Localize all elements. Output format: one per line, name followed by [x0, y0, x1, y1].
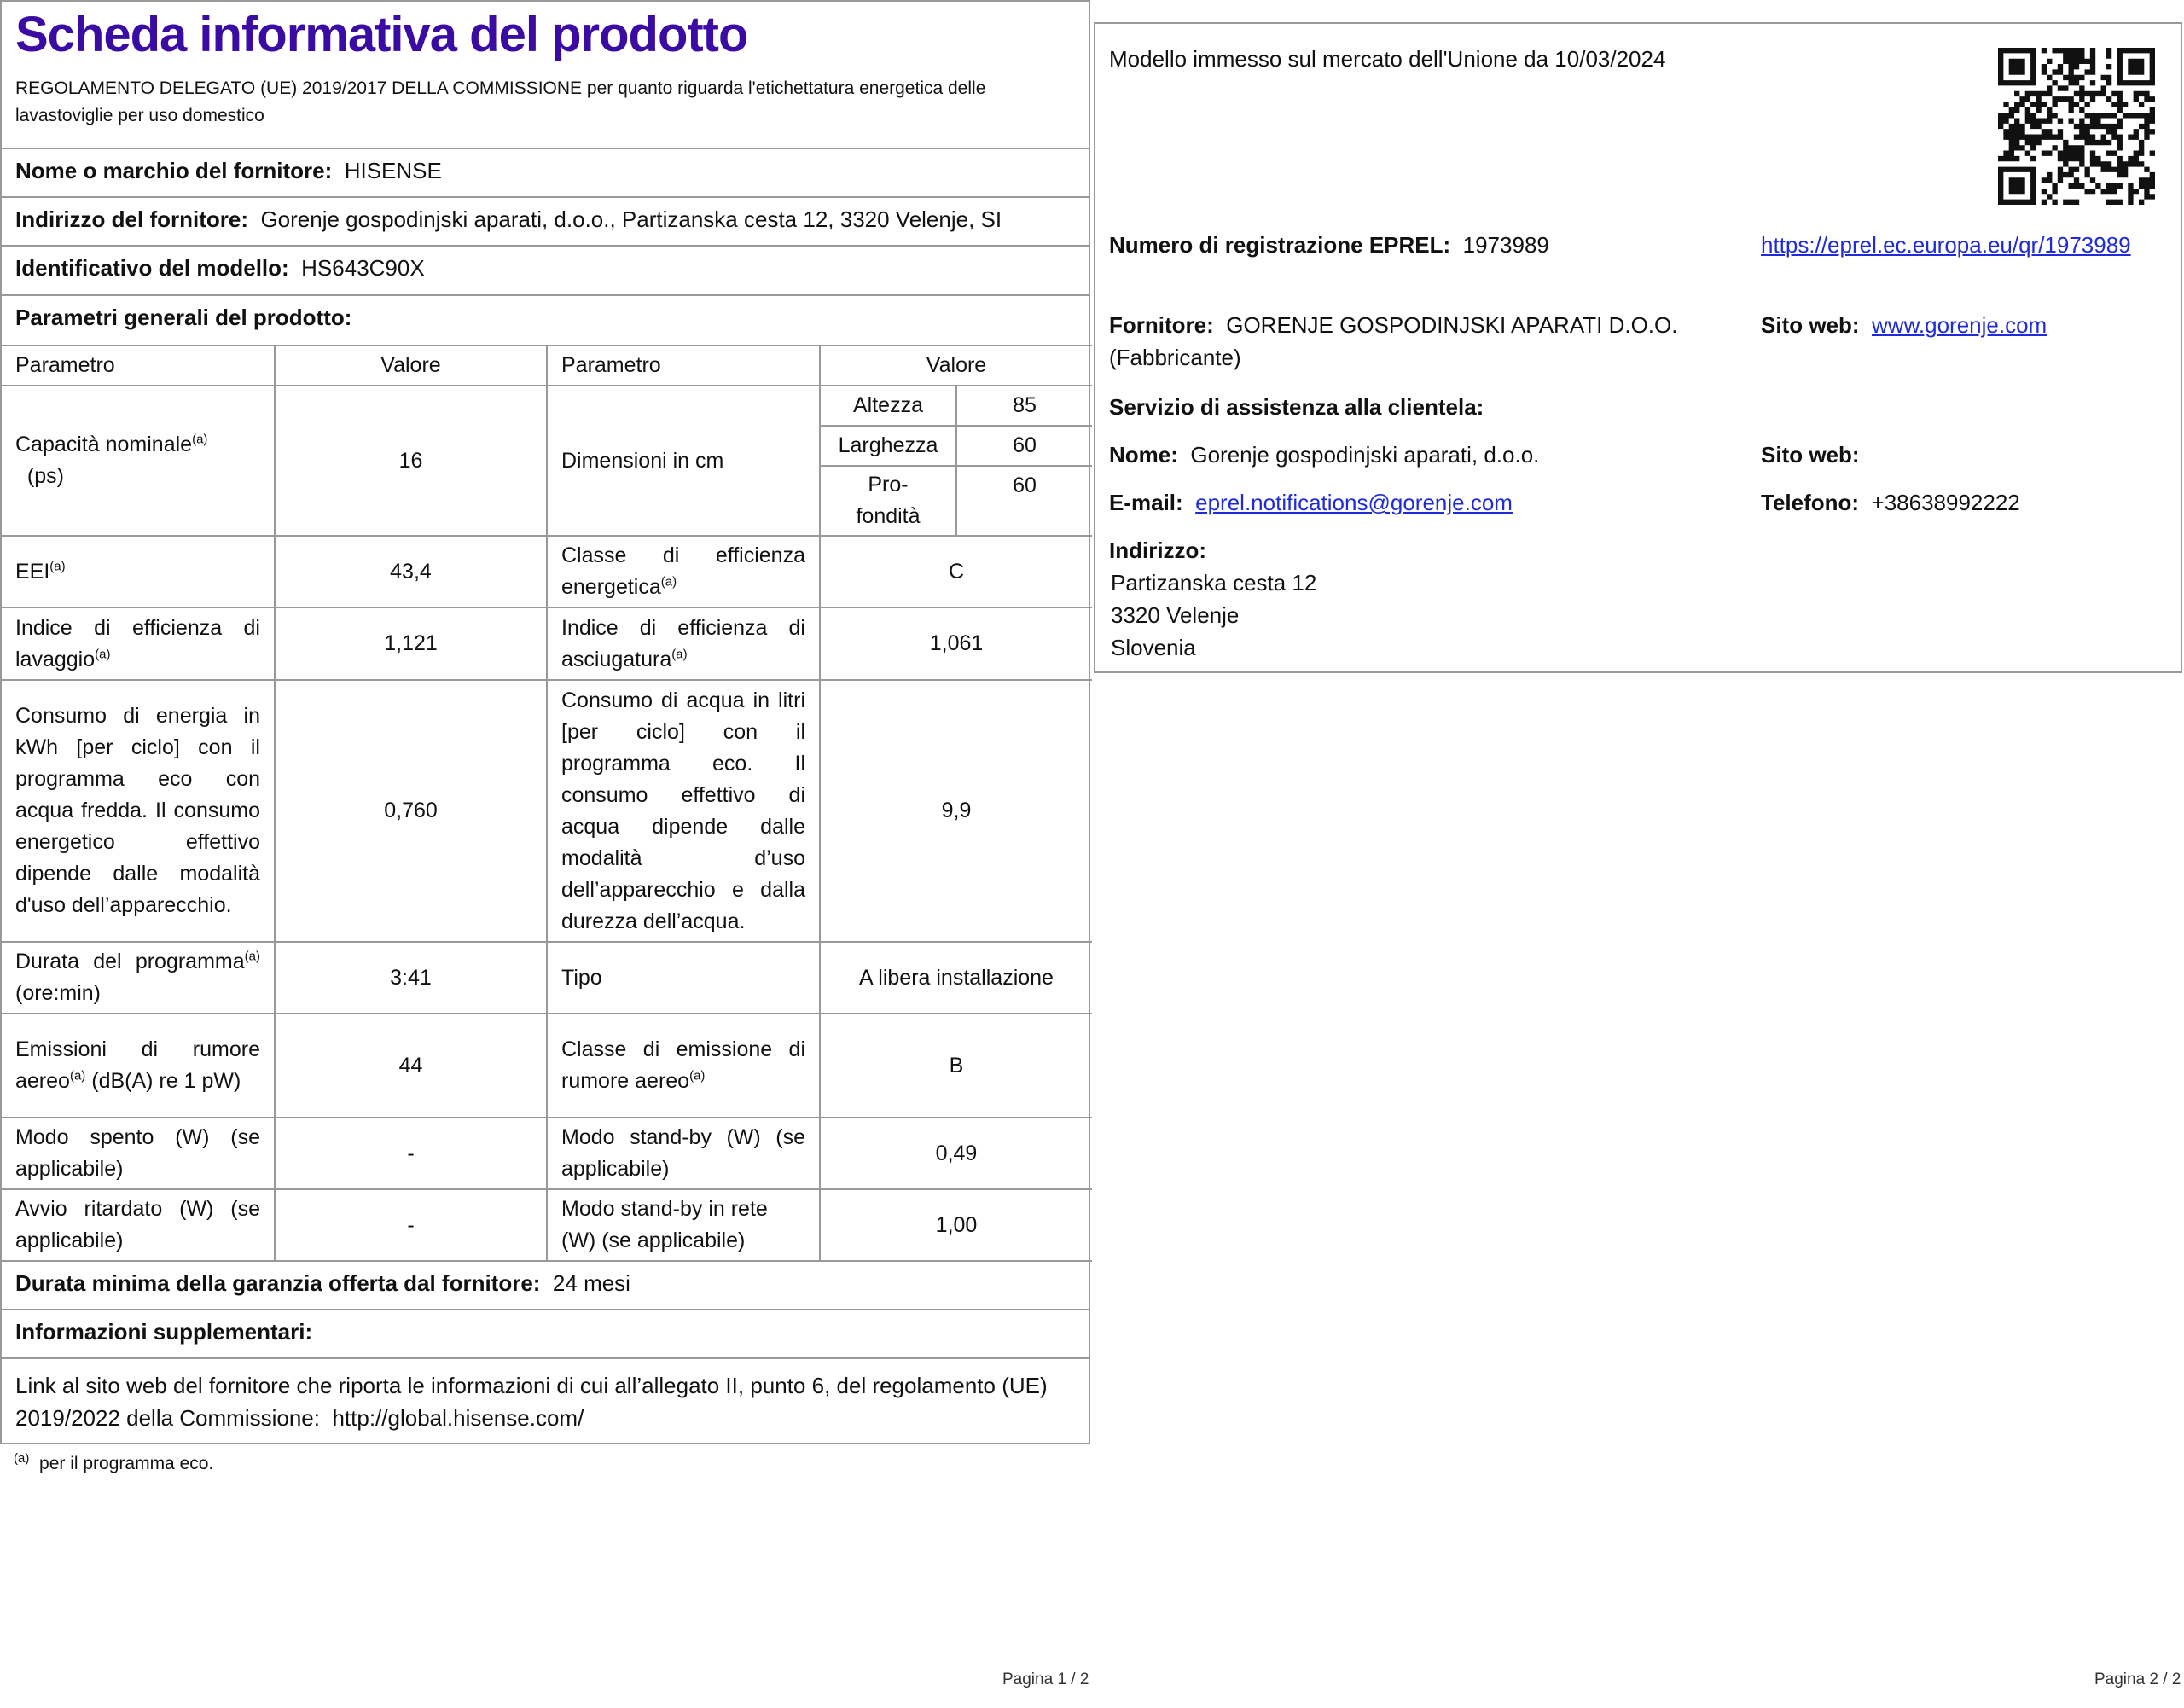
supplier-link-row [2, 1359, 1089, 1444]
qr-code-modules [1998, 48, 2155, 205]
qr-code-icon[interactable] [1998, 48, 2155, 205]
off-mode-value: - [275, 1118, 547, 1189]
standby-value: 0,49 [820, 1118, 1092, 1189]
delay-start-value: - [275, 1189, 547, 1261]
delay-start-label: Avvio ritardato (W) (se applicabile) [2, 1189, 275, 1261]
table-row [2, 386, 1092, 426]
page-number-1: Pagina 1 / 2 [1002, 1670, 1089, 1688]
email-link[interactable]: eprel.notifications@gorenje.com [1195, 490, 1513, 515]
noise-value: 44 [275, 1014, 547, 1118]
duration-label: Durata del programma$^{(a)}$ (ore:min) [2, 942, 275, 1014]
label: Identificativo del modello: [15, 255, 289, 281]
energy-consumption-value: 0,760 [275, 680, 547, 942]
header-value: Valore [820, 346, 1092, 386]
service-website-label: Sito web: [1761, 442, 1860, 468]
supplier-url[interactable]: http://global.hisense.com/ [332, 1405, 584, 1431]
value: HS643C90X [301, 255, 425, 281]
eei-value: 43,4 [275, 536, 547, 607]
page-title: Scheda informativa del prodotto [15, 7, 748, 62]
supplier-name-row [2, 149, 1089, 198]
service-name-row: Nome: Gorenje gospodinjski aparati, d.o.o. [1109, 442, 1540, 468]
regulation-subtitle: REGOLAMENTO DELEGATO (UE) 2019/2017 DELLA COMMISSIONE per quanto riguarda l'etichettatura energetica delle lavastoviglie per uso domestico [15, 78, 986, 125]
customer-service-title: Servizio di assistenza alla clientela: [1109, 394, 1484, 420]
address-line: Partizanska cesta 12 [1111, 570, 1317, 595]
table-row [2, 1189, 1092, 1261]
dimensions-label: Dimensioni in cm [547, 386, 820, 536]
dry-index-value: 1,061 [820, 607, 1092, 680]
header-value: Valore [275, 346, 547, 386]
link-text: Link al sito web del fornitore che riporta le informazioni di cui all’allegato II, punto 6, del regolamento (UE) 2019/2022 della Commissione: [15, 1373, 1048, 1431]
table-row [2, 607, 1092, 680]
market-date: Modello immesso sul mercato dell'Unione da 10/03/2024 [1109, 46, 1666, 72]
address-line: 3320 Velenje [1111, 602, 1240, 628]
address-line: Slovenia [1111, 635, 1196, 660]
eprel-link[interactable]: https://eprel.ec.europa.eu/qr/1973989 [1761, 232, 2131, 258]
eei-label: EEI$^{(a)}$ [2, 536, 275, 607]
email-row: E-mail: eprel.notifications@gorenje.com [1109, 490, 1513, 515]
capacity-label: Capacità nominale$^{(a)}$ (ps) [2, 386, 275, 536]
height-label: Altezza [820, 386, 956, 426]
label: Durata minima della garanzia offerta dal fornitore: [15, 1270, 541, 1296]
depth-value: 60 [956, 466, 1092, 536]
network-standby-value: 1,00 [820, 1189, 1092, 1261]
eprel-row: Numero di registrazione EPREL: 1973989 [1109, 232, 1549, 258]
header-param: Parametro [547, 346, 820, 386]
header-param: Parametro [2, 346, 275, 386]
water-consumption-value: 9,9 [820, 680, 1092, 942]
standby-label: Modo stand-by (W) (se applicabile) [547, 1118, 820, 1189]
extra-info-title: Informazioni supplementari: [2, 1310, 1089, 1359]
off-mode-label: Modo spento (W) (se applicabile) [2, 1118, 275, 1189]
depth-label: Pro-fondità [820, 466, 956, 536]
duration-value: 3:41 [275, 942, 547, 1014]
address-label: Indirizzo: [1109, 537, 1207, 563]
noise-class-label: Classe di emissione di rumore aereo$^{(a)}$ [547, 1014, 820, 1118]
width-label: Larghezza [820, 426, 956, 466]
eprel-panel [1094, 22, 2182, 673]
type-value: A libera installazione [820, 942, 1092, 1014]
params-title: Parametri generali del prodotto: [15, 305, 352, 330]
website-link[interactable]: www.gorenje.com [1872, 312, 2048, 338]
type-label: Tipo [547, 942, 820, 1014]
website-row: Sito web: www.gorenje.com [1761, 312, 2048, 338]
page-number-2: Pagina 2 / 2 [2094, 1670, 2181, 1688]
title-block [2, 2, 1089, 149]
table-row [2, 1118, 1092, 1189]
dry-index-label: Indice di efficienza di asciugatura$^{(a)}$ [547, 607, 820, 680]
table-row [2, 680, 1092, 942]
noise-label: Emissioni di rumore aereo$^{(a)}$ (dB(A) re 1 pW) [2, 1014, 275, 1118]
model-row [2, 247, 1089, 296]
energy-consumption-label: Consumo di energia in kWh [per ciclo] con il programma eco con acqua fredda. Il consumo energetico effettivo dipende dalle modalità d'uso dell’apparecchio. [2, 680, 275, 942]
wash-index-label: Indice di efficienza di lavaggio$^{(a)}$ [2, 607, 275, 680]
supplier-row: Fornitore: GORENJE GOSPODINJSKI APARATI D.O.O. (Fabbricante) [1109, 312, 1678, 370]
page-1 [0, 0, 1090, 1477]
network-standby-label: Modo stand-by in rete (W) (se applicabile) [547, 1189, 820, 1261]
water-consumption-label: Consumo di acqua in litri [per ciclo] con il programma eco. Il consumo effettivo di acqua dipende dalle modalità d’uso dell’apparecchio e dalla durezza dell’acqua. [547, 680, 820, 942]
height-value: 85 [956, 386, 1092, 426]
value: HISENSE [344, 158, 442, 183]
table-header [2, 346, 1092, 386]
noise-class-value: B [820, 1014, 1092, 1118]
warranty-row [2, 1262, 1089, 1310]
table-row [2, 1014, 1092, 1118]
value: 24 mesi [552, 1270, 630, 1296]
product-info-sheet [0, 0, 1090, 1444]
energy-class-value: C [820, 536, 1092, 607]
phone-row: Telefono: +38638992222 [1761, 490, 2020, 515]
label: Indirizzo del fornitore: [15, 206, 248, 232]
params-table [2, 345, 1092, 1262]
wash-index-value: 1,121 [275, 607, 547, 680]
value: Gorenje gospodinjski aparati, d.o.o., Partizanska cesta 12, 3320 Velenje, SI [260, 206, 1002, 232]
table-row [2, 942, 1092, 1014]
capacity-value: 16 [275, 386, 547, 536]
width-value: 60 [956, 426, 1092, 466]
energy-class-label: Classe di efficienza energetica$^{(a)}$ [547, 536, 820, 607]
supplier-address-row [2, 198, 1089, 247]
footnote: $^{(a)}$ per il programma eco. [14, 1451, 214, 1473]
label: Nome o marchio del fornitore: [15, 158, 333, 183]
table-row [2, 536, 1092, 607]
